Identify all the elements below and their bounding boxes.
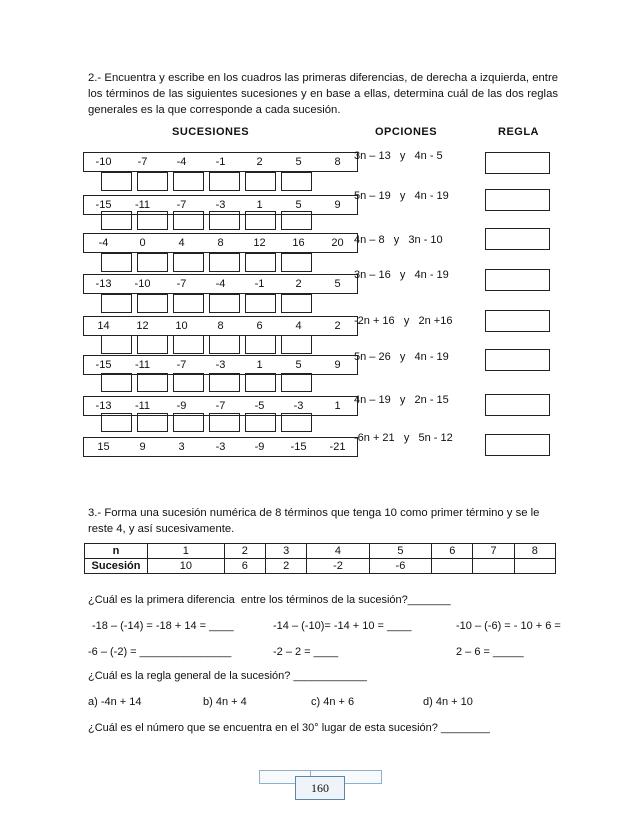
regla-answer-box[interactable] xyxy=(485,394,550,416)
sucesion-cell[interactable]: -6 xyxy=(369,559,431,574)
difference-input-box[interactable] xyxy=(209,172,240,191)
calc-5: -2 – 2 = ____ xyxy=(273,646,339,658)
sucesion-cell[interactable]: 2 xyxy=(266,559,307,574)
sequence-term: 8 xyxy=(217,237,224,249)
sequence-term: -3 xyxy=(293,400,304,412)
n-cell: 8 xyxy=(514,544,555,559)
sequence-term: 4 xyxy=(178,237,185,249)
sequence-term: 12 xyxy=(253,237,266,249)
sequence-term: -7 xyxy=(215,400,226,412)
difference-input-box[interactable] xyxy=(245,172,276,191)
header-sucesiones: SUCESIONES xyxy=(172,126,250,138)
regla-answer-box[interactable] xyxy=(485,189,550,211)
sequence-term: 4 xyxy=(295,320,302,332)
sequence-term: 1 xyxy=(256,199,263,211)
difference-input-box[interactable] xyxy=(137,413,168,432)
sequence-term: 12 xyxy=(136,320,149,332)
answer-option-d[interactable]: d) 4n + 10 xyxy=(423,696,473,708)
difference-input-box[interactable] xyxy=(209,211,240,230)
n-cell: 4 xyxy=(307,544,369,559)
difference-input-box[interactable] xyxy=(245,253,276,272)
calc-4: -6 – (-2) = _______________ xyxy=(88,646,232,658)
rule-options: 5n – 19 y 4n - 19 xyxy=(354,190,449,202)
difference-input-box[interactable] xyxy=(173,413,204,432)
difference-input-box[interactable] xyxy=(137,211,168,230)
difference-input-box[interactable] xyxy=(101,373,132,392)
part3-instructions: 3.- Forma una sucesión numérica de 8 términos que tenga 10 como primer término y se le reste 4, y así sucesivamente. xyxy=(88,507,540,535)
sequence-term: 2 xyxy=(256,156,263,168)
difference-input-box[interactable] xyxy=(101,172,132,191)
sequence-term: -7 xyxy=(137,156,148,168)
sequence-term: 20 xyxy=(331,237,344,249)
sequence-term: -4 xyxy=(215,278,226,290)
sequence-term: -1 xyxy=(215,156,226,168)
sequence-row xyxy=(83,437,358,457)
sequence-term: -3 xyxy=(215,359,226,371)
difference-input-box[interactable] xyxy=(245,294,276,313)
difference-input-box[interactable] xyxy=(173,335,204,354)
sequence-term: -1 xyxy=(254,278,265,290)
sequence-term: 2 xyxy=(334,320,341,332)
difference-input-box[interactable] xyxy=(137,253,168,272)
sucesion-cell[interactable]: -2 xyxy=(307,559,369,574)
sequence-term: 8 xyxy=(217,320,224,332)
sequence-row xyxy=(83,152,358,172)
question-first-difference: ¿Cuál es la primera diferencia entre los términos de la sucesión?_______ xyxy=(88,594,451,606)
sequence-term: -11 xyxy=(134,359,151,371)
sequence-term: -7 xyxy=(176,359,187,371)
difference-input-box[interactable] xyxy=(281,211,312,230)
question-30th-term: ¿Cuál es el número que se encuentra en el 30° lugar de esta sucesión? ________ xyxy=(88,722,490,734)
sequence-term: 3 xyxy=(178,441,185,453)
sequence-term: -7 xyxy=(176,278,187,290)
sequence-term: -9 xyxy=(176,400,187,412)
question-general-rule: ¿Cuál es la regla general de la sucesión? ____________ xyxy=(88,670,367,682)
sequence-term: 1 xyxy=(334,400,341,412)
sucesion-label: Sucesión xyxy=(85,559,148,574)
calc-1: -18 – (-14) = -18 + 14 = ____ xyxy=(92,620,234,632)
sequence-term: 14 xyxy=(97,320,110,332)
sequence-term: 5 xyxy=(295,156,302,168)
difference-input-box[interactable] xyxy=(173,373,204,392)
n-cell: 7 xyxy=(473,544,514,559)
page-number: 160 xyxy=(295,776,345,800)
answer-option-a[interactable]: a) -4n + 14 xyxy=(88,696,142,708)
calc-6: 2 – 6 = _____ xyxy=(456,646,524,658)
difference-input-box[interactable] xyxy=(137,373,168,392)
sequence-term: 9 xyxy=(334,359,341,371)
answer-option-b[interactable]: b) 4n + 4 xyxy=(203,696,247,708)
instructions-paragraph: 2.- Encuentra y escribe en los cuadros las primeras diferencias, de derecha a izquierda, entre los términos de las siguientes sucesiones y en base a ellas, determina cuál de las dos reglas generales es la que corresponde a cada sucesión. xyxy=(88,72,558,116)
answer-option-c[interactable]: c) 4n + 6 xyxy=(311,696,355,708)
n-cell: 5 xyxy=(369,544,431,559)
difference-input-box[interactable] xyxy=(137,294,168,313)
calc-2: -14 – (-10)= -14 + 10 = ____ xyxy=(273,620,412,632)
difference-input-box[interactable] xyxy=(245,413,276,432)
difference-input-box[interactable] xyxy=(209,413,240,432)
sequence-term: 9 xyxy=(139,441,146,453)
difference-input-box[interactable] xyxy=(245,373,276,392)
sequence-term: -11 xyxy=(134,199,151,211)
difference-input-box[interactable] xyxy=(209,294,240,313)
sequence-term: 2 xyxy=(295,278,302,290)
sequence-term: 9 xyxy=(334,199,341,211)
sequence-table xyxy=(84,543,556,574)
difference-boxes-row xyxy=(101,172,312,191)
sequence-term: -15 xyxy=(290,441,307,453)
regla-answer-box[interactable] xyxy=(485,269,550,291)
sequence-row xyxy=(83,274,358,294)
sequence-term: -4 xyxy=(176,156,187,168)
sequence-term: -3 xyxy=(215,441,226,453)
difference-input-box[interactable] xyxy=(173,294,204,313)
difference-input-box[interactable] xyxy=(173,211,204,230)
difference-input-box[interactable] xyxy=(281,335,312,354)
sequence-term: -10 xyxy=(95,156,112,168)
sequence-term: -3 xyxy=(215,199,226,211)
rule-options: 5n – 26 y 4n - 19 xyxy=(354,351,449,363)
rule-options: 3n – 13 y 4n - 5 xyxy=(354,150,443,162)
difference-input-box[interactable] xyxy=(209,335,240,354)
difference-boxes-row xyxy=(101,373,312,392)
sequence-term: 5 xyxy=(295,359,302,371)
difference-input-box[interactable] xyxy=(281,172,312,191)
n-cell: 3 xyxy=(266,544,307,559)
sequence-term: 5 xyxy=(334,278,341,290)
difference-input-box[interactable] xyxy=(209,373,240,392)
difference-input-box[interactable] xyxy=(281,413,312,432)
regla-answer-box[interactable] xyxy=(485,434,550,456)
n-label: n xyxy=(85,544,148,559)
rule-options: 4n – 19 y 2n - 15 xyxy=(354,394,449,406)
sequence-term: 10 xyxy=(175,320,188,332)
sequence-term: -15 xyxy=(95,359,112,371)
difference-input-box[interactable] xyxy=(245,211,276,230)
regla-answer-box[interactable] xyxy=(485,152,550,174)
rule-options: -2n + 16 y 2n +16 xyxy=(354,315,453,327)
n-cell: 1 xyxy=(148,544,225,559)
difference-boxes-row xyxy=(101,335,312,354)
sequence-term: 5 xyxy=(295,199,302,211)
sequence-term: 16 xyxy=(292,237,305,249)
regla-answer-box[interactable] xyxy=(485,310,550,332)
sequence-term: -4 xyxy=(98,237,109,249)
header-opciones: OPCIONES xyxy=(375,126,438,138)
difference-boxes-row xyxy=(101,211,312,230)
difference-input-box[interactable] xyxy=(137,172,168,191)
rule-options: 4n – 8 y 3n - 10 xyxy=(354,234,443,246)
sequence-term: -9 xyxy=(254,441,265,453)
difference-input-box[interactable] xyxy=(101,211,132,230)
difference-boxes-row xyxy=(101,294,312,313)
difference-input-box[interactable] xyxy=(101,294,132,313)
n-row xyxy=(85,544,556,559)
regla-answer-box[interactable] xyxy=(485,228,550,250)
sequence-term: -11 xyxy=(134,400,151,412)
n-cell: 2 xyxy=(224,544,265,559)
sequence-term: 15 xyxy=(97,441,110,453)
sucesion-cell[interactable]: 10 xyxy=(148,559,225,574)
calc-3: -10 – (-6) = - 10 + 6 = xyxy=(456,620,561,632)
difference-boxes-row xyxy=(101,253,312,272)
rule-options: 3n – 16 y 4n - 19 xyxy=(354,269,449,281)
difference-boxes-row xyxy=(101,413,312,432)
difference-input-box[interactable] xyxy=(101,413,132,432)
sequence-term: -15 xyxy=(95,199,112,211)
sequence-term: -21 xyxy=(329,441,346,453)
regla-answer-box[interactable] xyxy=(485,349,550,371)
difference-input-box[interactable] xyxy=(101,253,132,272)
sequence-row xyxy=(83,233,358,253)
difference-input-box[interactable] xyxy=(245,335,276,354)
rule-options: -6n + 21 y 5n - 12 xyxy=(354,432,453,444)
sequence-row xyxy=(83,316,358,336)
sequence-term: 1 xyxy=(256,359,263,371)
difference-input-box[interactable] xyxy=(281,253,312,272)
n-cell: 6 xyxy=(432,544,473,559)
sequence-term: 8 xyxy=(334,156,341,168)
sucesion-cell[interactable] xyxy=(514,559,555,574)
difference-input-box[interactable] xyxy=(209,253,240,272)
sequence-term: -13 xyxy=(95,278,112,290)
sequence-term: -5 xyxy=(254,400,265,412)
sequence-row xyxy=(83,355,358,375)
header-regla: REGLA xyxy=(498,126,539,138)
difference-input-box[interactable] xyxy=(281,373,312,392)
sequence-term: -10 xyxy=(134,278,151,290)
sequence-term: -7 xyxy=(176,199,187,211)
difference-input-box[interactable] xyxy=(173,253,204,272)
difference-input-box[interactable] xyxy=(101,335,132,354)
sucesion-cell[interactable] xyxy=(432,559,473,574)
sucesion-row xyxy=(85,559,556,574)
sequence-term: -13 xyxy=(95,400,112,412)
difference-input-box[interactable] xyxy=(281,294,312,313)
difference-input-box[interactable] xyxy=(173,172,204,191)
sequence-term: 0 xyxy=(139,237,146,249)
sucesion-cell[interactable]: 6 xyxy=(224,559,265,574)
sequence-term: 6 xyxy=(256,320,263,332)
difference-input-box[interactable] xyxy=(137,335,168,354)
sucesion-cell[interactable] xyxy=(473,559,514,574)
